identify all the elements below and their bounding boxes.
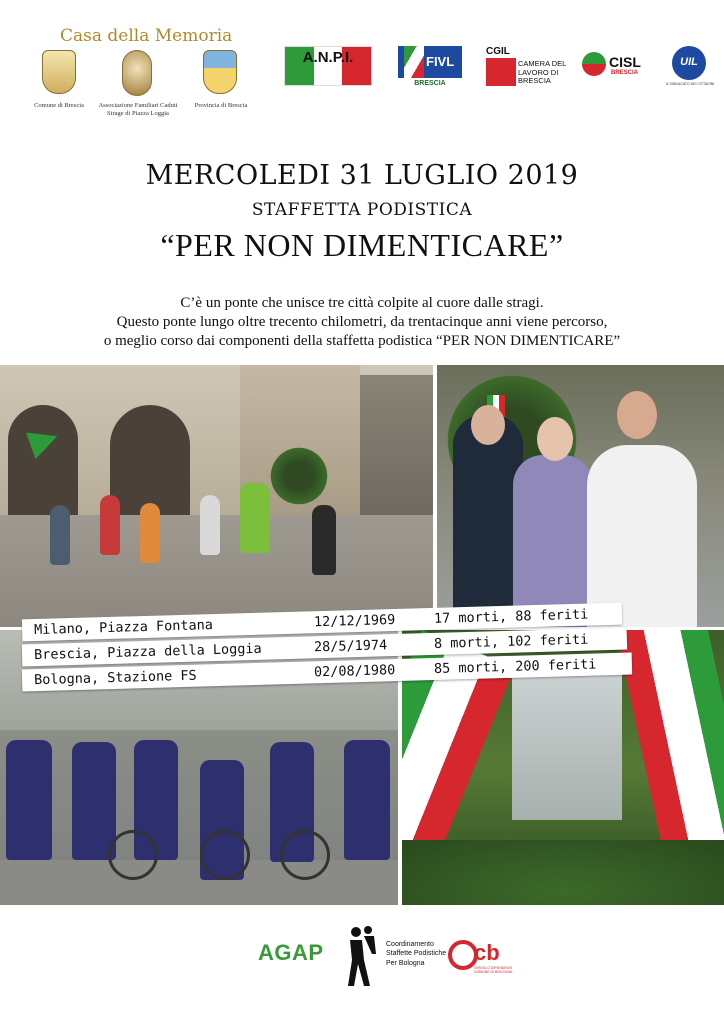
massacre-place: Bologna, Stazione FS (33, 667, 197, 689)
intro-line: o meglio corso dai componenti della staffetta podistica “PER NON DIMENTICARE” (103, 333, 621, 349)
massacre-toll: 8 morti, 102 feriti (433, 631, 589, 652)
event-date: MERCOLEDI 31 LUGLIO 2019 (145, 160, 579, 191)
crest-caption: Associazione Familiari Caduti Strage di Piazza Loggia (98, 102, 178, 117)
tricolor-stripe-icon (404, 46, 424, 78)
fivl-name: FIVL (426, 54, 455, 69)
cgil-red-square-icon (486, 58, 516, 86)
intro-paragraph (20, 294, 704, 351)
uil-sub: IL SINDACATO DEI CITTADINI (665, 82, 715, 86)
event-subtitle: STAFFETTA PODISTICA (251, 200, 473, 220)
provincia-brescia-crest-icon (203, 50, 237, 94)
uil-name: UIL (680, 56, 698, 68)
cgil-name: CGIL (486, 46, 510, 57)
intro-line: Questo ponte lungo oltre trecento chilometri, da trentacinque anni viene percorso, (116, 314, 608, 330)
coordinamento-staffette-text: Coordinamento Staffette Podistiche Per Bologna (386, 941, 447, 967)
massacre-date: 12/12/1969 (313, 611, 396, 631)
cgil-sub: CAMERA DEL LAVORO DI BRESCIA (518, 59, 567, 86)
photo-speakers-with-wreath (437, 365, 724, 627)
crest-caption: Comune di Brescia (34, 102, 84, 109)
sponsor-header (0, 0, 724, 130)
cisl-name: CISL (609, 54, 641, 70)
cisl-circle-icon (582, 52, 606, 76)
crest-caption: Provincia di Brescia (194, 102, 248, 109)
anpi-name: A.N.P.I. (302, 49, 354, 66)
massacre-place: Brescia, Piazza della Loggia (33, 640, 262, 664)
runners-silhouette-icon (344, 924, 378, 990)
casa-della-memoria-title: Casa della Memoria (60, 26, 233, 46)
massacre-toll: 85 morti, 200 feriti (433, 656, 597, 678)
photo-piazza-loggia-parade (0, 365, 433, 627)
massacre-date: 02/08/1980 (313, 662, 396, 681)
intro-line: C’è un ponte che unisce tre città colpite al cuore dalle stragi. (180, 295, 544, 311)
cisl-sub: BRESCIA (611, 70, 639, 76)
anpi-sub: Brescia (314, 71, 342, 80)
massacre-place: Milano, Piazza Fontana (33, 617, 214, 639)
massacre-toll: 17 morti, 88 feriti (433, 606, 589, 627)
fivl-logo (398, 46, 462, 78)
cb-sub: CIRCOLO DIPENDENTI COMUNE DI BOLOGNA (474, 966, 513, 975)
cb-logo: cb (474, 940, 500, 965)
event-title: “PER NON DIMENTICARE” (160, 227, 564, 263)
comune-brescia-crest-icon (42, 50, 76, 94)
anpi-logo (284, 46, 372, 86)
agap-logo: AGAP (258, 940, 324, 965)
piazza-loggia-association-emblem-icon (122, 50, 152, 96)
fivl-sub: BRESCIA (414, 80, 446, 87)
massacre-date: 28/5/1974 (313, 637, 388, 656)
